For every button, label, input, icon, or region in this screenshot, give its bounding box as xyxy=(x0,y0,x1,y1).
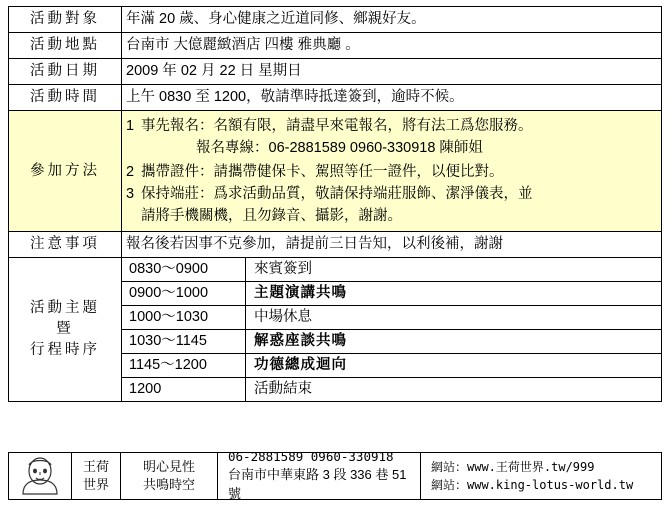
table-row-location xyxy=(9,33,662,59)
method-item-number: 2 xyxy=(126,164,135,181)
schedule-item: 中場休息 xyxy=(246,306,662,330)
person-avatar-icon xyxy=(17,456,63,496)
table-row-target xyxy=(9,7,662,33)
row-value-time: 上午 0830 至 1200，敬請準時抵達簽到，逾時不候。 xyxy=(122,85,662,111)
row-label-time: 活動時間 xyxy=(9,85,122,111)
org-name-line-2: 世界 xyxy=(82,477,109,492)
website-line-1[interactable]: 網站：www.王荷世界.tw/999 xyxy=(431,460,595,474)
row-value-notice: 報名後若因事不克參加，請提前三日告知，以利後補，謝謝 xyxy=(122,232,662,258)
schedule-time: 0830～0900 xyxy=(122,258,246,282)
method-list xyxy=(126,113,657,229)
schedule-item: 解惑座談共鳴 xyxy=(246,330,662,354)
event-info-table xyxy=(8,6,662,402)
schedule-row xyxy=(122,306,661,330)
schedule-time: 1000～1030 xyxy=(122,306,246,330)
logo-cell xyxy=(9,453,72,499)
website-line-2[interactable]: 網站：www.king-lotus-world.tw xyxy=(431,478,634,492)
schedule-time: 1200 xyxy=(122,378,246,402)
row-value-location: 台南市 大億麗緻酒店 四樓 雅典廳 。 xyxy=(122,33,662,59)
schedule-time: 1145～1200 xyxy=(122,354,246,378)
table-row-method xyxy=(9,111,662,232)
schedule-row xyxy=(122,330,661,354)
schedule-time: 0900～1000 xyxy=(122,282,246,306)
row-label-location: 活動地點 xyxy=(9,33,122,59)
method-item-text: 事先報名：名額有限，請盡早來電報名，將有法工爲您服務。 xyxy=(141,118,533,135)
method-item-number: 3 xyxy=(126,186,135,203)
row-label-notice: 注意事項 xyxy=(9,232,122,258)
method-item-text: 保持端莊：爲求活動品質，敬請保持端莊服飾、潔淨儀表，並 xyxy=(141,186,533,203)
contact-info xyxy=(218,449,421,502)
org-name-line-1: 王荷 xyxy=(82,459,109,475)
footer-bar xyxy=(8,449,662,502)
row-value-method xyxy=(122,111,662,232)
row-label-date: 活動日期 xyxy=(9,59,122,85)
method-item-sub: 報名專線：06-2881589 0960-330918 陳師姐 xyxy=(196,140,483,157)
schedule-row xyxy=(122,354,661,378)
table-row-schedule xyxy=(9,258,662,402)
row-label-method: 參加方法 xyxy=(9,111,122,232)
method-item xyxy=(126,162,657,183)
schedule-label-line-1: 活動主題 xyxy=(30,300,100,317)
schedule-row xyxy=(122,378,661,402)
contact-address: 台南市中華東路 3 段 336 巷 51 號 xyxy=(228,467,407,502)
row-label-schedule xyxy=(9,258,122,402)
row-value-date: 2009 年 02 月 22 日 星期日 xyxy=(122,59,662,85)
schedule-item: 主題演講共鳴 xyxy=(246,282,662,306)
schedule-table xyxy=(122,258,661,401)
org-slogan-line-2: 共鳴時空 xyxy=(142,477,195,492)
method-item-text: 攜帶證件：請攜帶健保卡、駕照等任一證件，以便比對。 xyxy=(141,164,504,181)
org-slogan xyxy=(121,453,218,499)
website-info xyxy=(421,453,661,499)
row-value-target: 年滿 20 歲、身心健康之近道同修、鄉親好友。 xyxy=(122,7,662,33)
method-item xyxy=(126,184,657,205)
schedule-label-line-2: 暨 xyxy=(56,321,74,338)
schedule-time: 1030～1145 xyxy=(122,330,246,354)
table-row-time xyxy=(9,85,662,111)
schedule-item: 活動結束 xyxy=(246,378,662,402)
org-name xyxy=(72,453,121,499)
table-row-date xyxy=(9,59,662,85)
schedule-cell xyxy=(122,258,662,402)
method-item-continuation: 請將手機關機，且勿錄音、攝影，謝謝。 xyxy=(141,208,402,225)
method-item xyxy=(126,116,657,137)
method-item-number: 1 xyxy=(126,118,135,135)
schedule-label-line-3: 行程時序 xyxy=(30,342,100,359)
table-row-notice xyxy=(9,232,662,258)
schedule-row xyxy=(122,282,661,306)
schedule-row xyxy=(122,258,661,282)
contact-phone: 06-2881589 0960-330918 xyxy=(228,449,394,465)
schedule-item: 功德總成迴向 xyxy=(246,354,662,378)
schedule-item: 來賓簽到 xyxy=(246,258,662,282)
row-label-target: 活動對象 xyxy=(9,7,122,33)
org-slogan-line-1: 明心見性 xyxy=(142,459,195,475)
